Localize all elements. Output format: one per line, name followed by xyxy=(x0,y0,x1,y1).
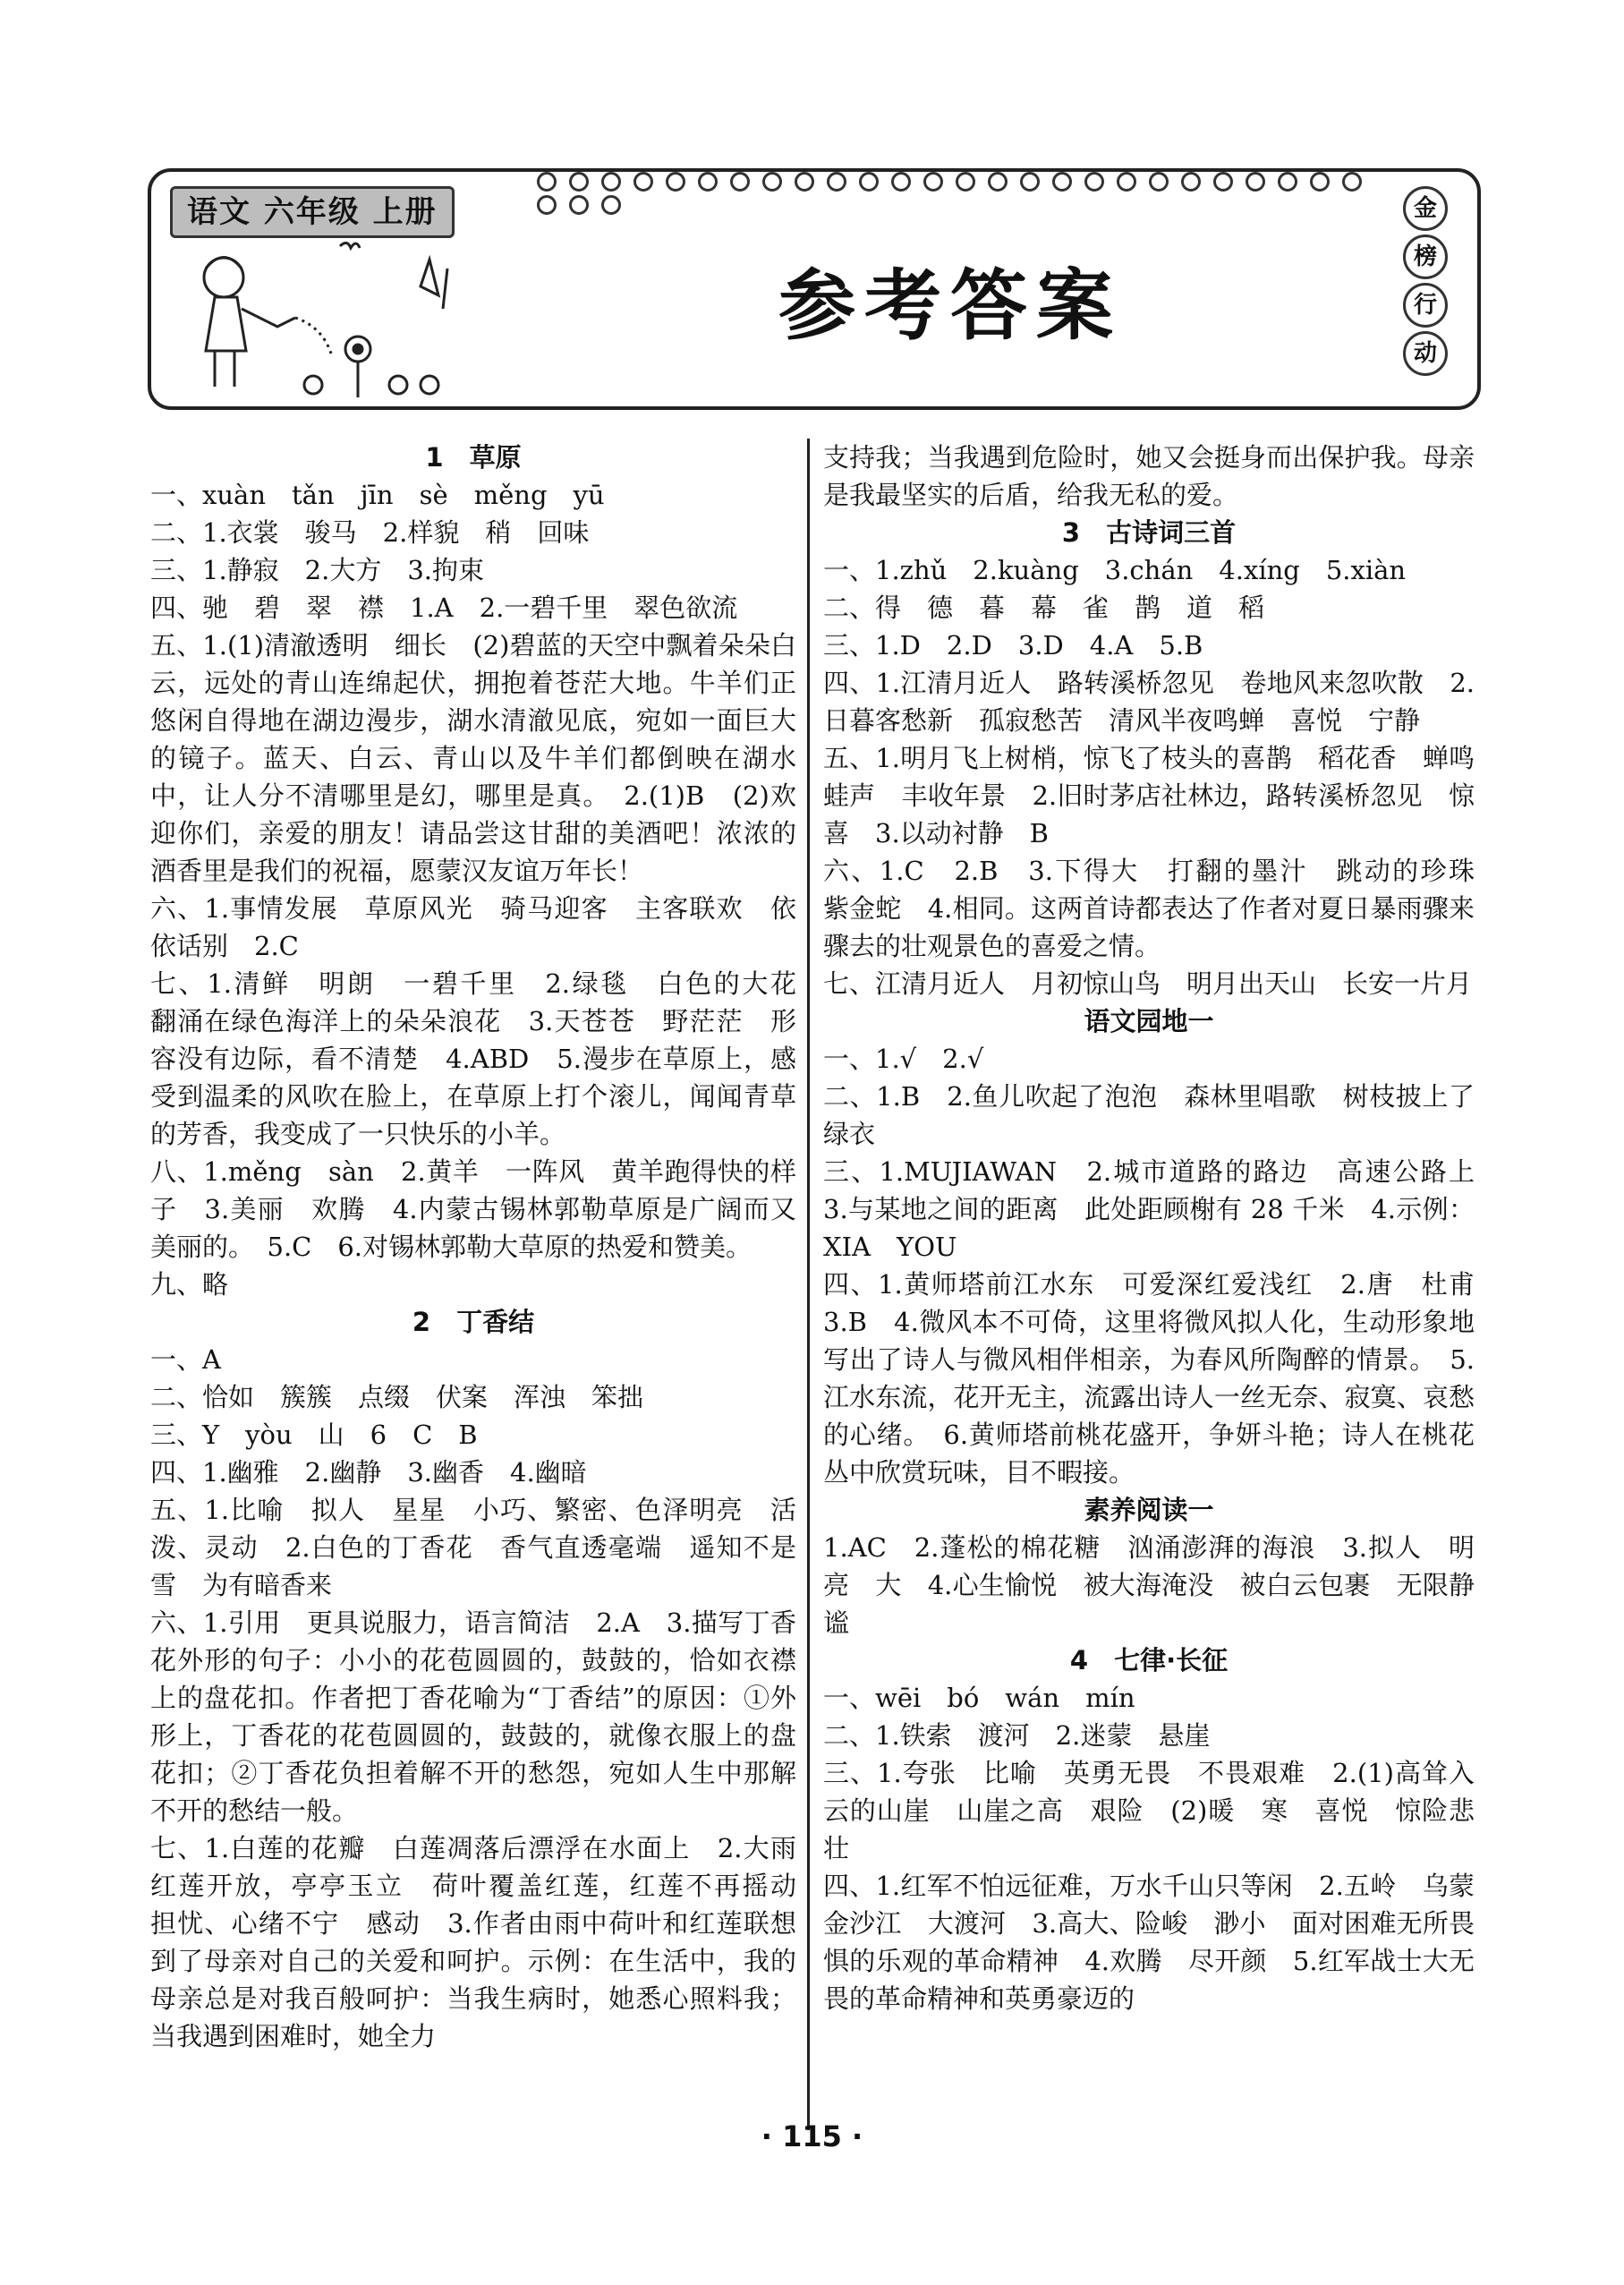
section-heading: 素养阅读一 xyxy=(1084,1495,1214,1525)
answer-line: 二、1.铁索 渡河 2.迷蒙 悬崖 xyxy=(823,1720,1211,1751)
section-heading: 2 丁香结 xyxy=(412,1307,535,1337)
book-tag: 语文 六年级 上册 xyxy=(170,186,455,238)
answer-line: 五、1.明月飞上树梢，惊飞了枝头的喜鹊 稻花香 蝉鸣 蛙声 丰收年景 2.旧时茅店社林边，路转溪桥忽见 惊喜 3.以动衬静 B xyxy=(823,743,1501,848)
answer-line: 四、1.红军不怕远征难，万水千山只等闲 2.五岭 乌蒙 金沙江 大渡河 3.高大、险峻 渺小 面对困难无所畏惧的乐观的革命精神 4.欢腾 尽开颜 5.红军战士大无畏的革命精神和英勇豪迈的 xyxy=(823,1871,1501,2014)
answer-line: 六、1.引用 更具说服力，语言简洁 2.A 3.描写丁香花外形的句子：小小的花苞圆圆的，鼓鼓的，恰如衣襟上的盘花扣。作者把丁香花喻为“丁香结”的原因：①外形上，丁香花的花苞圆圆的，鼓鼓的，就像衣服上的盘花扣；②丁香花负担着解不开的愁怨，宛如人生中那解不开的愁结一般。 xyxy=(150,1607,796,1826)
answer-line: 九、略 xyxy=(150,1269,229,1300)
section-heading: 语文园地一 xyxy=(1084,1006,1214,1036)
answer-line: 三、1.静寂 2.大方 3.拘束 xyxy=(150,555,485,585)
answer-line: 二、1.B 2.鱼儿吹起了泡泡 森林里唱歌 树枝披上了绿衣 xyxy=(823,1081,1475,1149)
answer-line: 三、1.D 2.D 3.D 4.A 5.B xyxy=(823,630,1203,661)
brand-char: 动 xyxy=(1403,331,1448,376)
answer-line: 支持我；当我遇到危险时，她又会挺身而出保护我。母亲是我最坚实的后盾，给我无私的爱。 xyxy=(823,442,1475,510)
answers-left-column xyxy=(150,439,823,2055)
answer-line: 四、1.黄师塔前江水东 可爱深红爱浅红 2.唐 杜甫 3.B 4.微风本不可倚，这里将微风拟人化，生动形象地写出了诗人与微风相伴相亲，为春风所陶醉的情景。 5.江水东流，花开无主，流露出诗人一丝无奈、寂寞、哀愁的心绪。 6.黄师塔前桃花盛开，争妍斗艳；诗人在桃花丛中欣赏玩味，目不暇接。 xyxy=(823,1269,1501,1488)
answer-line: 六、1.事情发展 草原风光 骑马迎客 主客联欢 依依话别 2.C xyxy=(150,893,796,961)
answer-line: 五、1.(1)清澈透明 细长 (2)碧蓝的天空中飘着朵朵白云，远处的青山连绵起伏，拥抱着苍茫大地。牛羊们正悠闲自得地在湖边漫步，湖水清澈见底，宛如一面巨大的镜子。蓝天、白云、青山以及牛羊们都倒映在湖水中，让人分不清哪里是幻，哪里是真。 2.(1)B (2)欢迎你们，亲爱的朋友！请品尝这甘甜的美酒吧！浓浓的酒香里是我们的祝福，愿蒙汉友谊万年长！ xyxy=(150,630,796,886)
binder-rings-decoration xyxy=(537,172,1378,208)
answer-line: 七、1.白莲的花瓣 白莲凋落后漂浮在水面上 2.大雨 红莲开放，亭亭玉立 荷叶覆盖红莲，红莲不再摇动 担忧、心绪不宁 感动 3.作者由雨中荷叶和红莲联想到了母亲对自己的关爱和呵护。示例：在生活中，我的母亲总是对我百般呵护：当我生病时，她悉心照料我；当我遇到困难时，她全力 xyxy=(150,1833,823,2051)
answer-line: 三、Y yòu 山 6 C B xyxy=(150,1420,478,1450)
brand-char: 行 xyxy=(1403,283,1448,328)
answer-line: 一、A xyxy=(150,1344,221,1375)
answer-line: 七、1.清鲜 明朗 一碧千里 2.绿毯 白色的大花 翻涌在绿色海洋上的朵朵浪花 3.天苍苍 野茫茫 形容没有边际，看不清楚 4.ABD 5.漫步在草原上，感受到温柔的风吹在脸上，在草原上打个滚儿，闻闻青草的芳香，我变成了一只快乐的小羊。 xyxy=(150,968,823,1149)
answer-line: 一、wēi bó wán mín xyxy=(823,1683,1135,1713)
answer-line: 二、得 德 暮 幕 雀 鹊 道 稻 xyxy=(823,593,1265,623)
answer-line: 六、1.C 2.B 3.下得大 打翻的墨汁 跳动的珍珠 紫金蛇 4.相同。这两首诗都表达了作者对夏日暴雨骤来骤去的壮观景色的喜爱之情。 xyxy=(823,856,1501,961)
section-heading: 1 草原 xyxy=(425,442,522,473)
brand-char: 榜 xyxy=(1403,234,1448,279)
brand-char: 金 xyxy=(1403,186,1448,231)
answer-line: 三、1.MUJIAWAN 2.城市道路的路边 高速公路上 3.与某地之间的距离 此处距顾榭有 28 千米 4.示例：XIA YOU xyxy=(823,1156,1501,1262)
section-heading: 3 古诗词三首 xyxy=(1061,517,1237,548)
page-title: 参考答案 xyxy=(778,260,1122,351)
answer-line: 三、1.夸张 比喻 英勇无畏 不畏艰难 2.(1)高耸入云的山崖 山崖之高 艰险 (2)暖 寒 喜悦 惊险悲壮 xyxy=(823,1758,1475,1863)
answer-line: 1.AC 2.蓬松的棉花糖 汹涌澎湃的海浪 3.拟人 明亮 大 4.心生愉悦 被大海淹没 被白云包裹 无限静谧 xyxy=(823,1532,1475,1638)
answer-line: 四、1.江清月近人 路转溪桥忽见 卷地风来忽吹散 2.日暮客愁新 孤寂愁苦 清风半夜鸣蝉 喜悦 宁静 xyxy=(823,668,1475,736)
brand-badge xyxy=(1403,186,1446,379)
answer-line: 八、1.měng sàn 2.黄羊 一阵风 黄羊跑得快的样子 3.美丽 欢腾 4.内蒙古锡林郭勒草原是广阔而又美丽的。 5.C 6.对锡林郭勒大草原的热爱和赞美。 xyxy=(150,1156,796,1262)
answer-line: 一、1.√ 2.√ xyxy=(823,1044,984,1074)
page-number: · 115 · xyxy=(761,2119,863,2153)
answer-line: 一、1.zhǔ 2.kuàng 3.chán 4.xíng 5.xiàn xyxy=(823,555,1407,585)
section-heading: 4 七律·长征 xyxy=(1069,1645,1229,1675)
answer-line: 四、1.幽雅 2.幽静 3.幽香 4.幽暗 xyxy=(150,1457,587,1488)
answer-line: 四、驰 碧 翠 襟 1.A 2.一碧千里 翠色欲流 xyxy=(150,593,738,623)
answer-line: 二、1.衣裳 骏马 2.样貌 稍 回味 xyxy=(150,517,590,548)
answer-line: 五、1.比喻 拟人 星星 小巧、繁密、色泽明亮 活泼、灵动 2.白色的丁香花 香气直透毫端 遥知不是雪 为有暗香来 xyxy=(150,1495,796,1600)
answer-line: 二、恰如 簇簇 点缀 伏案 浑浊 笨拙 xyxy=(150,1382,644,1412)
girl-watering-flowers-illustration xyxy=(179,242,474,403)
answer-line: 一、xuàn tǎn jīn sè měng yū xyxy=(150,480,605,510)
answers-right-column xyxy=(823,439,1501,2017)
answer-line: 七、江清月近人 月初惊山鸟 明月出天山 长安一片月 xyxy=(823,968,1473,999)
